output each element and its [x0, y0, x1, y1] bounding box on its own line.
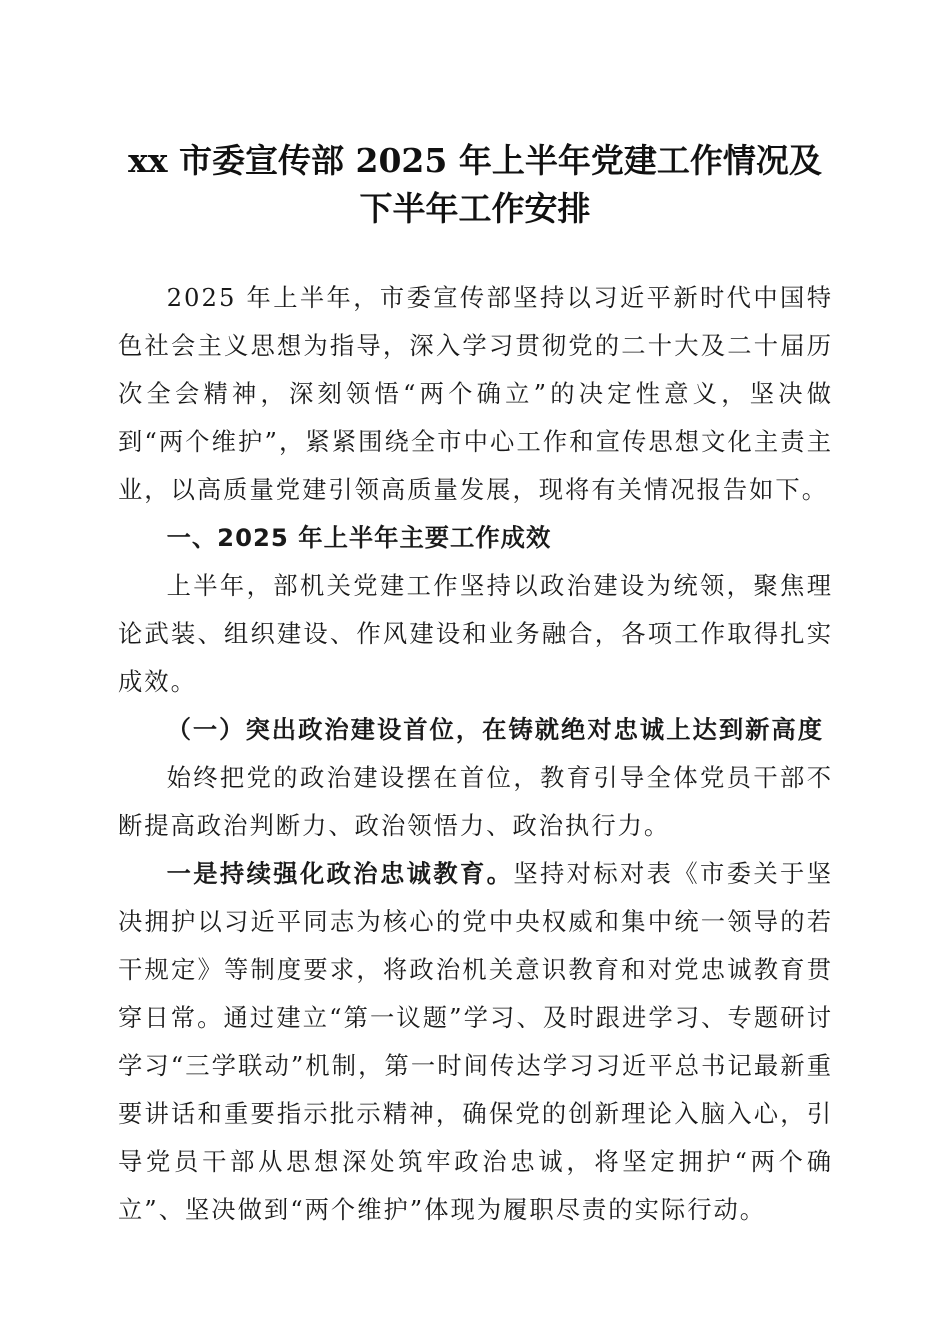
section-1-paragraph: 上半年，部机关党建工作坚持以政治建设为统领，聚焦理论武装、组织建设、作风建设和业务融合，各项工作取得扎实成效。 [118, 571, 833, 696]
document-title-line-2: 下半年工作安排 [359, 189, 591, 228]
point-1-paragraph [118, 850, 833, 1234]
subsection-1-paragraph: 始终把党的政治建设摆在首位，教育引导全体党员干部不断提高政治判断力、政治领悟力、政治执行力。 [118, 763, 833, 840]
intro-paragraph: 2025 年上半年，市委宣传部坚持以习近平新时代中国特色社会主义思想为指导，深入学习贯彻党的二十大及二十届历次全会精神，深刻领悟“两个确立”的决定性意义，坚决做到“两个维护”，紧紧围绕全市中心工作和宣传思想文化主责主业，以高质量党建引领高质量发展，现将有关情况报告如下。 [118, 283, 833, 504]
point-1-body: 坚持对标对表《市委关于坚决拥护以习近平同志为核心的党中央权威和集中统一领导的若干规定》等制度要求，将政治机关意识教育和对党忠诚教育贯穿日常。通过建立“第一议题”学习、及时跟进学习、专题研讨学习“三学联动”机制，第一时间传达学习习近平总书记最新重要讲话和重要指示批示精神，确保党的创新理论入脑入心，引导党员干部从思想深处筑牢政治忠诚，将坚定拥护“两个确立”、坚决做到“两个维护”体现为履职尽责的实际行动。 [118, 859, 834, 1224]
document-body [118, 274, 833, 1234]
document-title-line-1: xx 市委宣传部 2025 年上半年党建工作情况及 [128, 141, 822, 180]
point-1-lead: 一是持续强化政治忠诚教育。 [166, 859, 514, 888]
section-1-heading: 一、2025 年上半年主要工作成效 [166, 523, 552, 552]
subsection-1-heading: （一）突出政治建设首位，在铸就绝对忠诚上达到新高度 [166, 715, 825, 744]
